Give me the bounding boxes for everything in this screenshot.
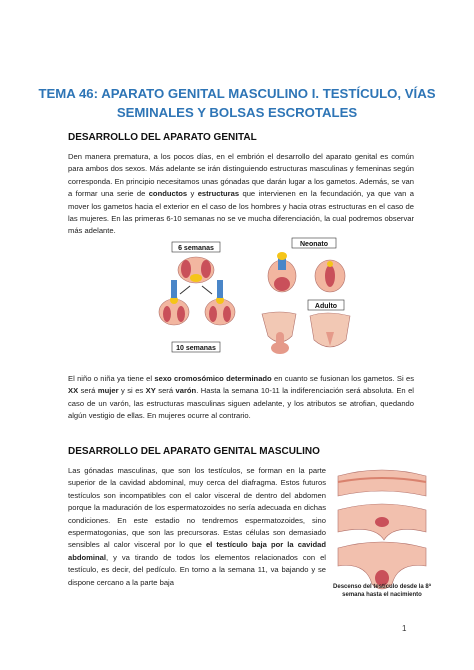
text-run: y si es <box>118 386 146 396</box>
bold-text-run: XX <box>68 386 79 396</box>
text-run: será <box>78 386 98 396</box>
embryo-male-ten-weeks-drawing <box>159 280 189 325</box>
text-run: Den manera prematura, a los pocos días, en el embrión el desarrollo del aparato genital es común para ambos dos sexos. Más adelante se irán distinguiendo estructuras masculinas y femeninas según corresponda. En principio necesitamos unas gónadas que darán lugar a los gametos. Además, se van a formar una serie de <box>68 152 414 199</box>
page-number: 1 <box>402 624 407 633</box>
bold-text-run: XY <box>145 386 156 396</box>
paragraph-development-intro <box>68 151 414 238</box>
text-run: , y va tirando de todos los elementos relacionados con el testículo, es decir, del pedículo. En torno a la semana 11, va bajando y se dispone cercano a la parte baja <box>68 552 326 587</box>
section-heading-development: DESARROLLO DEL APARATO GENITAL <box>68 132 257 143</box>
text-run: que intervienen en la fecundación, ya que van a mover los gametos hacia el exterior en el caso de los hombres y hacia otras estructuras en el caso de las mujeres. En las primeras 6-10 semanas no se ve mucha diferenciación, la cual podremos observar más adelante. <box>68 189 414 236</box>
bold-text-run: el testículo baja por la cavidad abdominal <box>68 540 326 562</box>
descent-stage-2-drawing <box>338 504 426 540</box>
text-run: y <box>187 189 198 199</box>
embryo-female-ten-weeks-drawing <box>205 280 235 325</box>
text-run: será <box>155 386 176 396</box>
bold-text-run: estructuras <box>197 189 240 199</box>
label-newborn: Neonato <box>300 241 328 248</box>
bold-text-run: conductos <box>148 189 188 199</box>
genital-development-figure <box>150 236 380 364</box>
adult-male-drawing <box>262 312 296 354</box>
paragraph-chromosomal-sex <box>68 373 414 423</box>
label-six-weeks: 6 semanas <box>178 245 214 252</box>
text-run: Las gónadas masculinas, que son los testículos, se forman en la parte superior de la cavidad abdominal, muy cerca del diafragma. Estos futuros testículos son incompatibles con el calor visceral de dentro del abdomen porque la maduración de los espermatozoides no sería adecuada en dichas condiciones. En este estadio no tendremos espermatozoides, sino espermatogonias, que son las precursoras. Estas células son demasiado sensibles al calor visceral por lo que <box>68 466 326 550</box>
bold-text-run: varón <box>175 386 197 396</box>
text-run: en cuanto se fusionan los gametos. Si es <box>271 374 414 383</box>
descent-stage-1-drawing <box>338 470 426 496</box>
text-run: . Hasta la semana 10-11 la indiferenciación será absoluta. En el caso de un varón, las estructuras masculinas siguen adelante, y los atributos se atrofian, quedando algún vestigio de ellas. En mujeres ocurre al contrario. <box>68 386 414 421</box>
figure-caption-testicle-descent: Descenso del testículo desde la 8ª semana hasta el nacimiento <box>333 584 431 598</box>
newborn-female-drawing <box>315 260 345 292</box>
text-run: El niño o niña ya tiene el <box>68 374 155 383</box>
label-ten-weeks: 10 semanas <box>176 345 216 352</box>
descent-stage-3-drawing <box>338 542 426 589</box>
label-adult: Adulto <box>314 303 338 310</box>
paragraph-testicle-descent <box>68 465 326 589</box>
newborn-male-drawing <box>268 252 296 292</box>
bold-text-run: mujer <box>97 386 119 396</box>
adult-female-drawing <box>310 313 350 347</box>
bold-text-run: sexo cromosómico determinado <box>154 374 272 383</box>
embryo-six-weeks-drawing <box>178 257 214 283</box>
page-title: TEMA 46: APARATO GENITAL MASCULINO I. TESTÍCULO, VÍAS SEMINALES Y BOLSAS ESCROTALES <box>38 86 436 120</box>
section-heading-male-development: DESARROLLO DEL APARATO GENITAL MASCULINO <box>68 446 320 457</box>
